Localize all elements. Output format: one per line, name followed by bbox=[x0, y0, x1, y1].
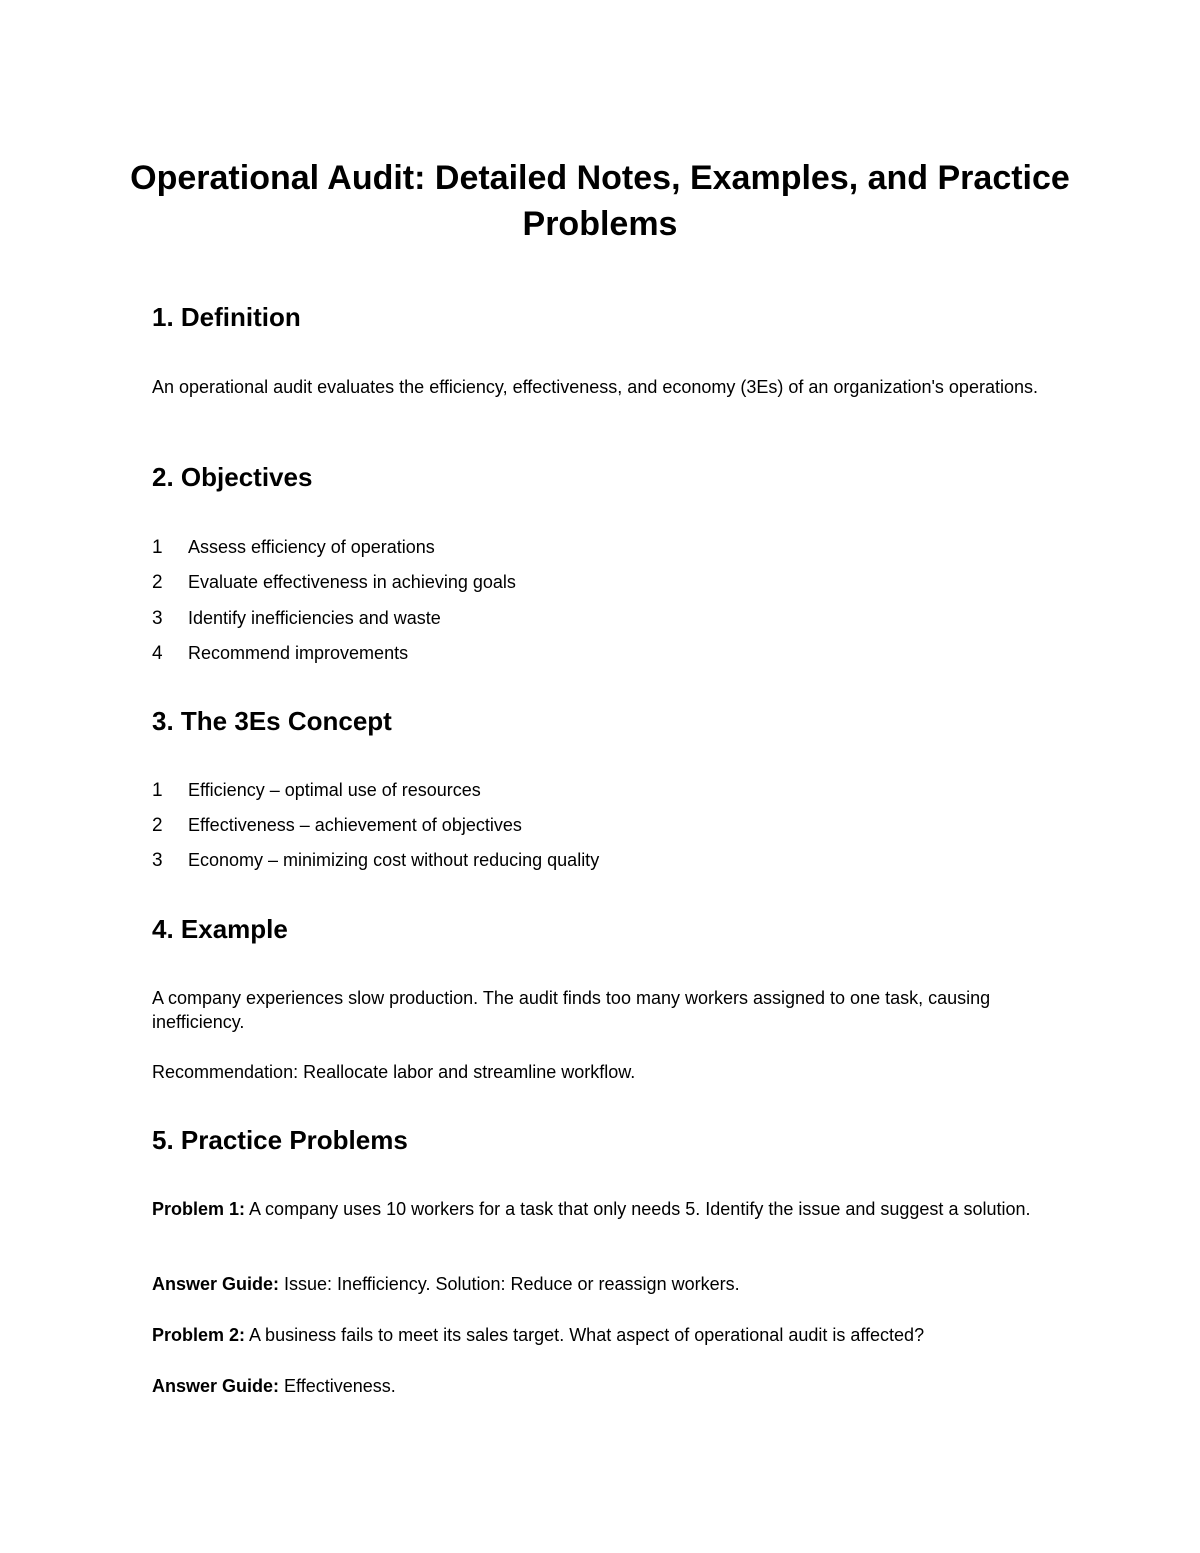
example-paragraph: A company experiences slow production. The audit finds too many workers assigned to one task, causing inefficiency. bbox=[152, 988, 991, 1032]
problem-label: Problem 2: bbox=[152, 1325, 246, 1345]
list-item-text: Evaluate effectiveness in achieving goals bbox=[188, 572, 516, 592]
list-number: 1 bbox=[152, 537, 163, 558]
section-heading-definition: 1. Definition bbox=[152, 302, 301, 332]
problem-text: A company uses 10 workers for a task that only needs 5. Identify the issue and suggest a solution. bbox=[245, 1199, 1031, 1219]
list-item bbox=[152, 778, 481, 802]
answer-text: Effectiveness. bbox=[279, 1376, 396, 1396]
answer-guide-2 bbox=[152, 1374, 1052, 1398]
list-item-text: Assess efficiency of operations bbox=[188, 537, 435, 557]
answer-label: Answer Guide: bbox=[152, 1274, 280, 1294]
document-title: Operational Audit: Detailed Notes, Examples, and Practice Problems bbox=[130, 159, 1070, 243]
answer-guide-1 bbox=[152, 1272, 1052, 1296]
problem-2 bbox=[152, 1323, 1052, 1347]
problem-1 bbox=[152, 1197, 1052, 1221]
list-item-text: Efficiency – optimal use of resources bbox=[188, 780, 481, 800]
list-item-text: Effectiveness – achievement of objectives bbox=[188, 815, 522, 835]
list-item bbox=[152, 535, 435, 559]
list-number: 2 bbox=[152, 815, 163, 836]
list-item-text: Recommend improvements bbox=[188, 643, 409, 663]
problem-text: A business fails to meet its sales target. What aspect of operational audit is affected? bbox=[245, 1325, 925, 1345]
definition-paragraph: An operational audit evaluates the efficiency, effectiveness, and economy (3Es) of an organization's operations. bbox=[152, 377, 1038, 397]
answer-text: Issue: Inefficiency. Solution: Reduce or reassign workers. bbox=[279, 1274, 740, 1294]
list-item-text: Economy – minimizing cost without reducing quality bbox=[188, 850, 600, 870]
list-item-text: Identify inefficiencies and waste bbox=[188, 608, 441, 628]
list-item bbox=[152, 570, 516, 594]
list-item bbox=[152, 641, 408, 665]
list-item bbox=[152, 606, 441, 630]
list-number: 3 bbox=[152, 850, 163, 871]
list-item bbox=[152, 813, 522, 837]
section-heading-3es-concept: 3. The 3Es Concept bbox=[152, 706, 392, 736]
answer-label: Answer Guide: bbox=[152, 1376, 280, 1396]
list-number: 2 bbox=[152, 572, 163, 593]
problem-label: Problem 1: bbox=[152, 1199, 246, 1219]
recommendation-paragraph: Recommendation: Reallocate labor and streamline workflow. bbox=[152, 1062, 636, 1082]
list-number: 4 bbox=[152, 643, 163, 664]
section-heading-practice-problems: 5. Practice Problems bbox=[152, 1125, 408, 1155]
list-number: 1 bbox=[152, 780, 163, 801]
section-heading-objectives: 2. Objectives bbox=[152, 462, 313, 492]
list-item bbox=[152, 848, 599, 872]
section-heading-example: 4. Example bbox=[152, 914, 288, 944]
list-number: 3 bbox=[152, 608, 163, 629]
